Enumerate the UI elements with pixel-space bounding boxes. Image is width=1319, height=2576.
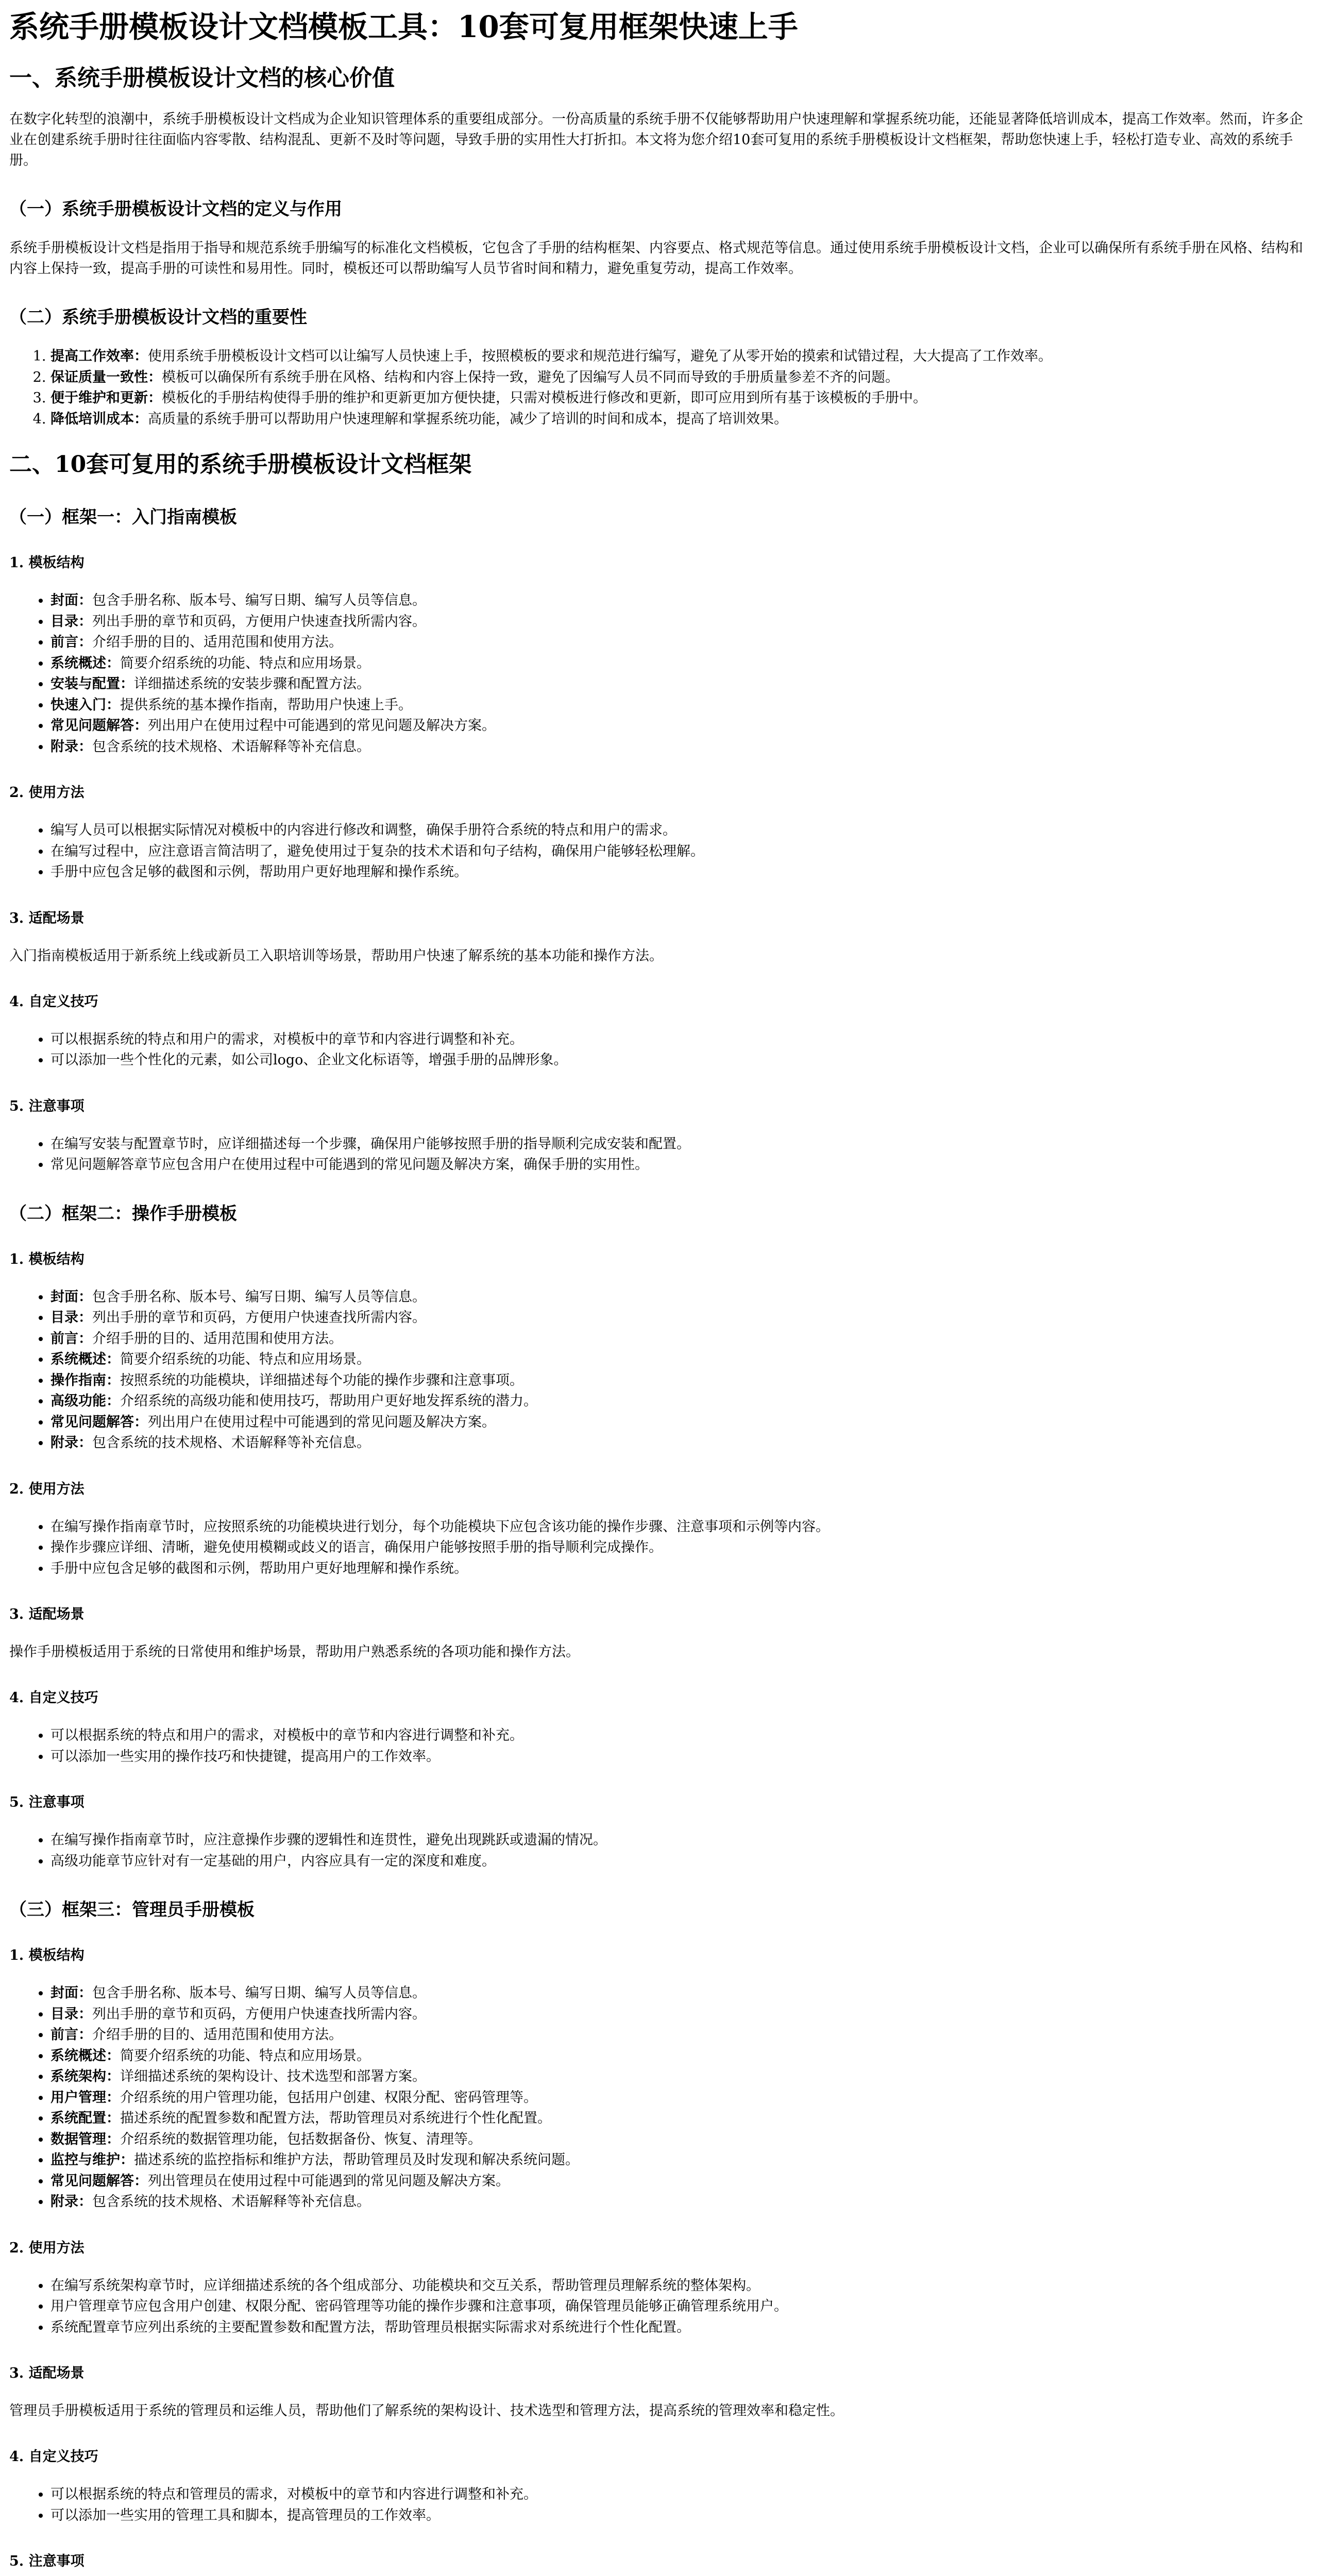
item-label: 常见问题解答： <box>50 2173 148 2189</box>
item-text: 包含系统的技术规格、术语解释等补充信息。 <box>92 1435 370 1451</box>
list-item <box>50 2088 1310 2109</box>
item-text: 详细描述系统的安装步骤和配置方法。 <box>134 676 370 692</box>
list-item <box>50 2066 1310 2088</box>
item-label: 系统概述： <box>50 2047 120 2064</box>
list-item <box>50 1391 1310 1412</box>
framework-heading: （一）框架一：入门指南模板 <box>9 507 237 528</box>
item-text: 包含手册名称、版本号、编写日期、编写人员等信息。 <box>92 1985 426 2001</box>
item-label: 系统配置： <box>50 2110 120 2126</box>
custom-list <box>9 1029 1310 1071</box>
item-text: 介绍手册的目的、适用范围和使用方法。 <box>92 2027 343 2043</box>
item-label: 监控与维护： <box>50 2152 134 2168</box>
item-text: 介绍手册的目的、适用范围和使用方法。 <box>92 1330 343 1347</box>
item-label: 安装与配置： <box>50 676 134 692</box>
list-item <box>50 2150 1310 2171</box>
notes-heading: 5. 注意事项 <box>9 2553 84 2569</box>
list-item <box>50 2025 1310 2046</box>
list-item <box>50 1329 1310 1350</box>
structure-list <box>9 1983 1310 2213</box>
list-item <box>50 388 1310 409</box>
structure-heading: 1. 模板结构 <box>9 1251 84 1267</box>
item-label: 目录： <box>50 2006 92 2022</box>
item-text: 简要介绍系统的功能、特点和应用场景。 <box>120 1351 370 1367</box>
list-item <box>50 1370 1310 1392</box>
item-label: 系统概述： <box>50 1351 120 1367</box>
item-label: 常见问题解答： <box>50 718 148 734</box>
structure-heading: 1. 模板结构 <box>9 555 84 571</box>
item-text: 包含系统的技术规格、术语解释等补充信息。 <box>92 2194 370 2210</box>
intro-paragraph: 在数字化转型的浪潮中，系统手册模板设计文档成为企业知识管理体系的重要组成部分。一份高质量的系统手册不仅能够帮助用户快速理解和掌握系统功能，还能显著降低培训成本，提高工作效率。然而，许多企业在创建系统手册时往往面临内容零散、结构混乱、更新不及时等问题，导致手册的实用性大打折扣。本文将为您介绍10套可复用的系统手册模板设计文档框架，帮助您快速上手，轻松打造专业、高效的系统手册。 <box>9 111 1303 168</box>
item-label: 便于维护和更新： <box>50 390 162 406</box>
list-item <box>50 2004 1310 2025</box>
item-label: 快速入门： <box>50 697 120 713</box>
item-text: 介绍手册的目的、适用范围和使用方法。 <box>92 634 343 650</box>
usage-list <box>9 1517 1310 1580</box>
scenario-paragraph: 入门指南模板适用于新系统上线或新员工入职培训等场景，帮助用户快速了解系统的基本功能和操作方法。 <box>9 947 663 964</box>
scenario-paragraph: 管理员手册模板适用于系统的管理员和运维人员，帮助他们了解系统的架构设计、技术选型和管理方法，提高系统的管理效率和稳定性。 <box>9 2403 844 2419</box>
item-label: 附录： <box>50 2194 92 2210</box>
section-heading: 一、系统手册模板设计文档的核心价值 <box>9 65 395 91</box>
notes-list <box>9 1830 1310 1872</box>
list-item <box>50 1412 1310 1433</box>
item-label: 目录： <box>50 613 92 630</box>
list-item <box>50 367 1310 388</box>
item-text: 介绍系统的用户管理功能，包括用户创建、权限分配、密码管理等。 <box>120 2089 537 2106</box>
notes-heading: 5. 注意事项 <box>9 1794 84 1810</box>
item-label: 降低培训成本： <box>50 411 148 427</box>
list-item: • 常见问题解答章节应包含用户在使用过程中可能遇到的常见问题及解决方案，确保手册的实用性。 <box>50 1155 1310 1176</box>
list-item <box>50 1287 1310 1308</box>
frameworks-container <box>9 507 1310 2576</box>
item-label: 前言： <box>50 2027 92 2043</box>
scenario-heading: 3. 适配场景 <box>9 1606 84 1622</box>
scenario-heading: 3. 适配场景 <box>9 2365 84 2381</box>
list-item: • 高级功能章节应针对有一定基础的用户，内容应具有一定的深度和难度。 <box>50 1851 1310 1872</box>
item-text: 描述系统的配置参数和配置方法，帮助管理员对系统进行个性化配置。 <box>120 2110 551 2126</box>
list-item <box>50 612 1310 633</box>
list-item: • 在编写过程中，应注意语言简洁明了，避免使用过于复杂的技术术语和句子结构，确保用户能够轻松理解。 <box>50 841 1310 862</box>
list-item: • 用户管理章节应包含用户创建、权限分配、密码管理等功能的操作步骤和注意事项，确保管理员能够正确管理系统用户。 <box>50 2296 1310 2317</box>
item-text: 模板可以确保所有系统手册在风格、结构和内容上保持一致，避免了因编写人员不同而导致的手册质量参差不齐的问题。 <box>162 369 899 385</box>
custom-heading: 4. 自定义技巧 <box>9 2449 98 2465</box>
item-text: 列出管理员在使用过程中可能遇到的常见问题及解决方案。 <box>148 2173 510 2189</box>
item-text: 简要介绍系统的功能、特点和应用场景。 <box>120 655 370 671</box>
list-item <box>50 716 1310 737</box>
structure-heading: 1. 模板结构 <box>9 1947 84 1963</box>
importance-list <box>9 346 1310 430</box>
list-item: • 可以添加一些实用的管理工具和脚本，提高管理员的工作效率。 <box>50 2505 1310 2527</box>
item-text: 模板化的手册结构使得手册的维护和更新更加方便快捷，只需对模板进行修改和更新，即可应用到所有基于该模板的手册中。 <box>162 390 927 406</box>
usage-heading: 2. 使用方法 <box>9 1481 84 1497</box>
list-item: • 系统配置章节应列出系统的主要配置参数和配置方法，帮助管理员根据实际需求对系统进行个性化配置。 <box>50 2317 1310 2338</box>
list-item <box>50 346 1310 367</box>
item-text: 列出用户在使用过程中可能遇到的常见问题及解决方案。 <box>148 1414 496 1430</box>
page-title: 系统手册模板设计文档模板工具：10套可复用框架快速上手 <box>9 9 798 44</box>
list-item: • 可以根据系统的特点和用户的需求，对模板中的章节和内容进行调整和补充。 <box>50 1725 1310 1747</box>
item-text: 使用系统手册模板设计文档可以让编写人员快速上手，按照模板的要求和规范进行编写，避免了从零开始的摸索和试错过程，大大提高了工作效率。 <box>148 348 1052 364</box>
list-item <box>50 2192 1310 2213</box>
item-text: 提供系统的基本操作指南，帮助用户快速上手。 <box>120 697 412 713</box>
subsection-heading: （二）系统手册模板设计文档的重要性 <box>9 307 307 328</box>
list-item <box>50 737 1310 758</box>
item-text: 列出手册的章节和页码，方便用户快速查找所需内容。 <box>92 613 426 630</box>
item-label: 常见问题解答： <box>50 1414 148 1430</box>
list-item: • 可以添加一些个性化的元素，如公司logo、企业文化标语等，增强手册的品牌形象。 <box>50 1050 1310 1071</box>
list-item <box>50 2171 1310 2192</box>
list-item: • 编写人员可以根据实际情况对模板中的内容进行修改和调整，确保手册符合系统的特点和用户的需求。 <box>50 820 1310 841</box>
item-label: 封面： <box>50 1985 92 2001</box>
item-text: 包含手册名称、版本号、编写日期、编写人员等信息。 <box>92 592 426 608</box>
item-label: 系统概述： <box>50 655 120 671</box>
list-item: • 可以根据系统的特点和用户的需求，对模板中的章节和内容进行调整和补充。 <box>50 1029 1310 1050</box>
item-label: 附录： <box>50 1435 92 1451</box>
item-label: 附录： <box>50 738 92 755</box>
item-text: 列出手册的章节和页码，方便用户快速查找所需内容。 <box>92 1310 426 1326</box>
item-text: 详细描述系统的架构设计、技术选型和部署方案。 <box>120 2069 426 2084</box>
notes-list <box>9 1134 1310 1176</box>
list-item <box>50 674 1310 695</box>
framework-heading: （二）框架二：操作手册模板 <box>9 1203 237 1224</box>
subsection-heading: （一）系统手册模板设计文档的定义与作用 <box>9 199 342 219</box>
structure-list <box>9 1287 1310 1454</box>
list-item <box>50 2046 1310 2067</box>
item-text: 列出手册的章节和页码，方便用户快速查找所需内容。 <box>92 2006 426 2022</box>
list-item <box>50 590 1310 612</box>
list-item: • 可以添加一些实用的操作技巧和快捷键，提高用户的工作效率。 <box>50 1747 1310 1768</box>
notes-heading: 5. 注意事项 <box>9 1098 84 1114</box>
list-item <box>50 1308 1310 1329</box>
list-item: • 可以根据系统的特点和管理员的需求，对模板中的章节和内容进行调整和补充。 <box>50 2484 1310 2505</box>
item-text: 介绍系统的高级功能和使用技巧，帮助用户更好地发挥系统的潜力。 <box>120 1393 537 1409</box>
item-text: 高质量的系统手册可以帮助用户快速理解和掌握系统功能，减少了培训的时间和成本，提高了培训效果。 <box>148 411 788 427</box>
list-item: • 在编写操作指南章节时，应注意操作步骤的逻辑性和连贯性，避免出现跳跃或遗漏的情况。 <box>50 1830 1310 1851</box>
list-item <box>50 653 1310 674</box>
list-item: • 操作步骤应详细、清晰，避免使用模糊或歧义的语言，确保用户能够按照手册的指导顺利完成操作。 <box>50 1537 1310 1558</box>
item-text: 包含系统的技术规格、术语解释等补充信息。 <box>92 738 370 755</box>
list-item <box>50 2108 1310 2129</box>
section-heading: 二、10套可复用的系统手册模板设计文档框架 <box>9 451 472 478</box>
item-label: 前言： <box>50 634 92 650</box>
structure-list <box>9 590 1310 757</box>
scenario-paragraph: 操作手册模板适用于系统的日常使用和维护场景，帮助用户熟悉系统的各项功能和操作方法。 <box>9 1644 580 1660</box>
item-label: 系统架构： <box>50 2069 120 2084</box>
item-text: 描述系统的监控指标和维护方法，帮助管理员及时发现和解决系统问题。 <box>134 2152 579 2168</box>
list-item <box>50 695 1310 716</box>
definition-paragraph: 系统手册模板设计文档是指用于指导和规范系统手册编写的标准化文档模板，它包含了手册的结构框架、内容要点、格式规范等信息。通过使用系统手册模板设计文档，企业可以确保所有系统手册在风格、结构和内容上保持一致，提高手册的可读性和易用性。同时，模板还可以帮助编写人员节省时间和精力，避免重复劳动，提高工作效率。 <box>9 240 1303 277</box>
item-text: 包含手册名称、版本号、编写日期、编写人员等信息。 <box>92 1289 426 1305</box>
item-text: 列出用户在使用过程中可能遇到的常见问题及解决方案。 <box>148 718 496 734</box>
item-label: 封面： <box>50 1289 92 1305</box>
usage-list <box>9 820 1310 883</box>
item-label: 用户管理： <box>50 2089 120 2106</box>
custom-heading: 4. 自定义技巧 <box>9 1690 98 1706</box>
document <box>0 10 1319 2576</box>
list-item <box>50 1983 1310 2004</box>
custom-list <box>9 1725 1310 1767</box>
list-item <box>50 2129 1310 2150</box>
item-text: 介绍系统的数据管理功能，包括数据备份、恢复、清理等。 <box>120 2131 482 2147</box>
list-item: • 手册中应包含足够的截图和示例，帮助用户更好地理解和操作系统。 <box>50 862 1310 883</box>
list-item <box>50 1349 1310 1370</box>
list-item: • 在编写操作指南章节时，应按照系统的功能模块进行划分，每个功能模块下应包含该功能的操作步骤、注意事项和示例等内容。 <box>50 1517 1310 1538</box>
item-text: 按照系统的功能模块，详细描述每个功能的操作步骤和注意事项。 <box>120 1372 523 1388</box>
framework-heading: （三）框架三：管理员手册模板 <box>9 1900 255 1920</box>
list-item <box>50 632 1310 653</box>
list-item <box>50 1433 1310 1454</box>
scenario-heading: 3. 适配场景 <box>9 910 84 926</box>
list-item <box>50 409 1310 430</box>
item-label: 提高工作效率： <box>50 348 148 364</box>
item-label: 前言： <box>50 1330 92 1347</box>
item-label: 操作指南： <box>50 1372 120 1388</box>
list-item: • 在编写系统架构章节时，应详细描述系统的各个组成部分、功能模块和交互关系，帮助管理员理解系统的整体架构。 <box>50 2276 1310 2297</box>
item-label: 高级功能： <box>50 1393 120 1409</box>
usage-list <box>9 2276 1310 2338</box>
item-label: 封面： <box>50 592 92 608</box>
list-item: • 手册中应包含足够的截图和示例，帮助用户更好地理解和操作系统。 <box>50 1558 1310 1580</box>
item-text: 简要介绍系统的功能、特点和应用场景。 <box>120 2047 370 2064</box>
custom-list <box>9 2484 1310 2526</box>
custom-heading: 4. 自定义技巧 <box>9 993 98 1010</box>
usage-heading: 2. 使用方法 <box>9 785 84 801</box>
item-label: 数据管理： <box>50 2131 120 2147</box>
usage-heading: 2. 使用方法 <box>9 2240 84 2256</box>
item-label: 保证质量一致性： <box>50 369 162 385</box>
list-item: • 在编写安装与配置章节时，应详细描述每一个步骤，确保用户能够按照手册的指导顺利完成安装和配置。 <box>50 1134 1310 1155</box>
item-label: 目录： <box>50 1310 92 1326</box>
